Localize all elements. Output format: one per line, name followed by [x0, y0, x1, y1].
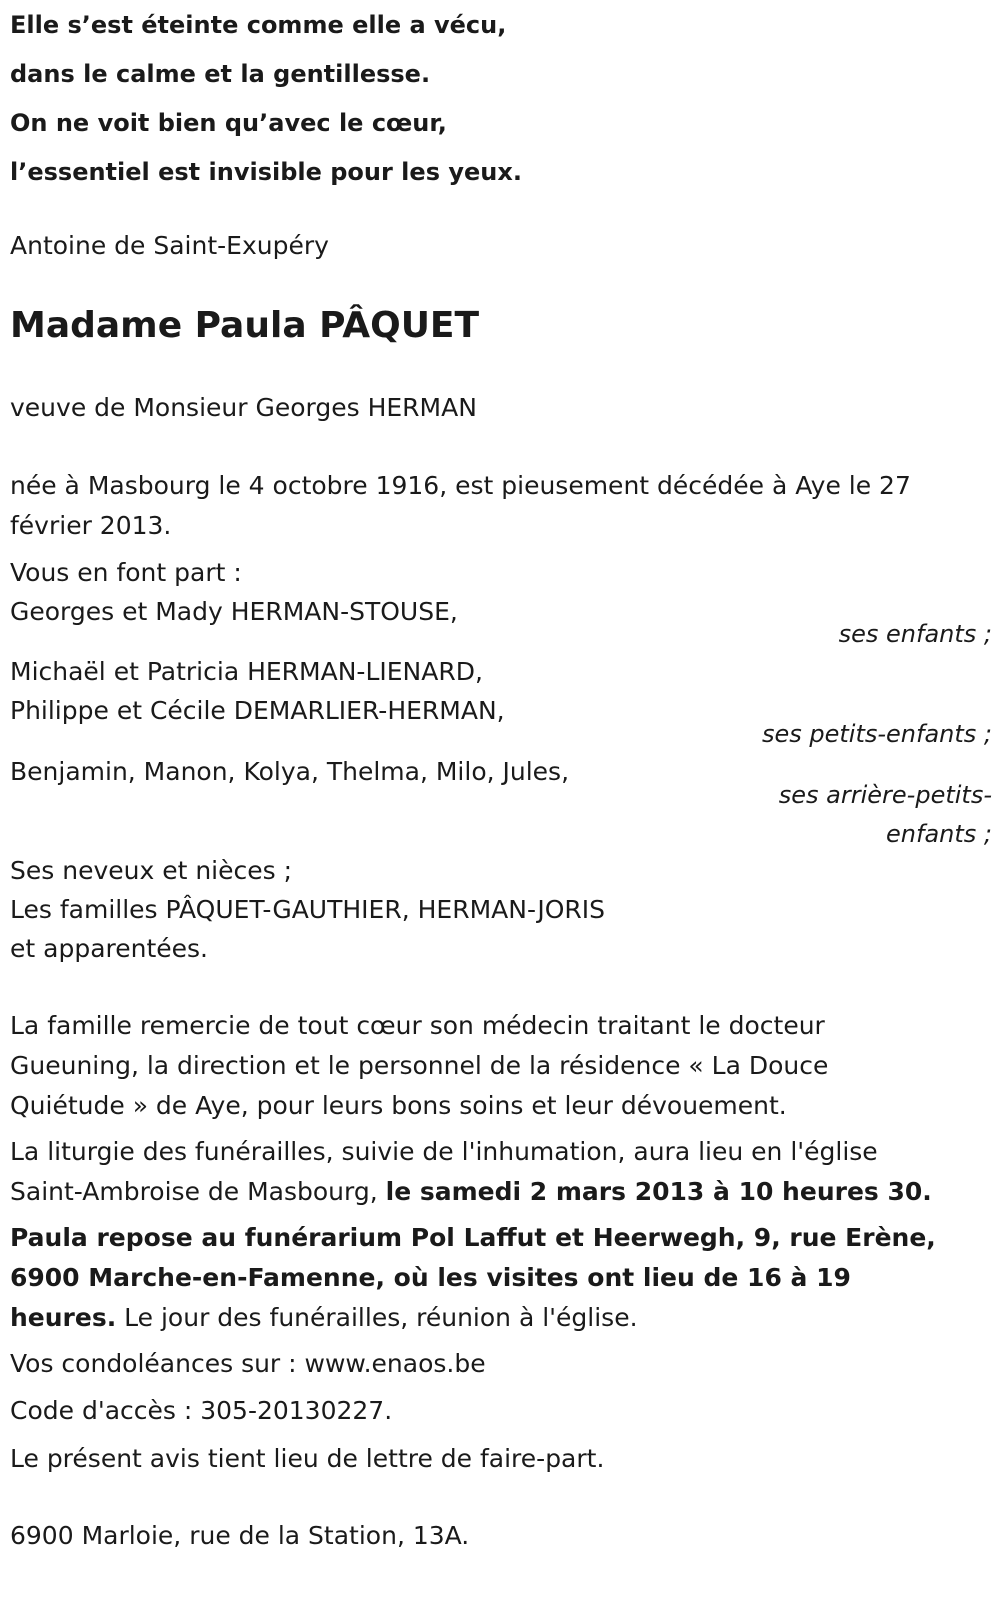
poem — [10, 1, 995, 197]
notice: Le présent avis tient lieu de lettre de faire-part. — [10, 1444, 605, 1473]
relatives-line-2: Les familles PÂQUET-GAUTHIER, HERMAN-JORIS — [10, 895, 606, 924]
poem-line-3: On ne voit bien qu’avec le cœur, — [10, 109, 447, 137]
rest-bold: Paula repose au funérarium Pol Laffut et Heerwegh, 9, rue Erène, 6900 Marche-en-Famenne, où les visites ont lieu de 16 à 19 heures. — [10, 1223, 936, 1332]
widow-of: veuve de Monsieur Georges HERMAN — [10, 393, 477, 422]
rest-paragraph — [10, 1218, 960, 1338]
grandchildren-name-1: Michaël et Patricia HERMAN-LIENARD, — [10, 657, 483, 686]
great-grandchildren-role-2: enfants ; — [886, 820, 992, 848]
access-code: Code d'accès : 305-20130227. — [10, 1396, 393, 1425]
deceased-name: Madame Paula PÂQUET — [10, 305, 480, 346]
relatives-line-1: Ses neveux et nièces ; — [10, 856, 293, 885]
grandchildren-role: ses petits-enfants ; — [761, 720, 992, 748]
poem-line-2: dans le calme et la gentillesse. — [10, 60, 431, 88]
liturgy-text: La liturgie des funérailles, suivie de l'inhumation, aura lieu en l'église Saint-Ambroise de Masbourg, — [10, 1137, 878, 1206]
poem-line-1: Elle s’est éteinte comme elle a vécu, — [10, 11, 507, 39]
grandchildren-name-2: Philippe et Cécile DEMARLIER-HERMAN, — [10, 696, 505, 725]
rest-text: Le jour des funérailles, réunion à l'église. — [124, 1303, 638, 1332]
announce-intro: Vous en font part : — [10, 558, 242, 587]
address: 6900 Marloie, rue de la Station, 13A. — [10, 1521, 470, 1550]
liturgy-paragraph — [10, 1132, 940, 1212]
poem-author: Antoine de Saint-Exupéry — [10, 231, 329, 260]
children-role: ses enfants ; — [838, 620, 992, 648]
liturgy-date: le samedi 2 mars 2013 à 10 heures 30. — [385, 1177, 932, 1206]
children-names: Georges et Mady HERMAN-STOUSE, — [10, 597, 458, 626]
poem-line-4: l’essentiel est invisible pour les yeux. — [10, 158, 522, 186]
great-grandchildren-names: Benjamin, Manon, Kolya, Thelma, Milo, Jules, — [10, 757, 570, 786]
thanks-paragraph: La famille remercie de tout cœur son médecin traitant le docteur Gueuning, la direction et le personnel de la résidence « La Douce Quiétude » de Aye, pour leurs bons soins et leur dévouement. — [10, 1011, 829, 1120]
birth-death: née à Masbourg le 4 octobre 1916, est pieusement décédée à Aye le 27 février 2013. — [10, 471, 911, 540]
relatives-line-3: et apparentées. — [10, 934, 208, 963]
great-grandchildren-role-1: ses arrière-petits- — [778, 781, 992, 809]
condolences: Vos condoléances sur : www.enaos.be — [10, 1349, 486, 1378]
